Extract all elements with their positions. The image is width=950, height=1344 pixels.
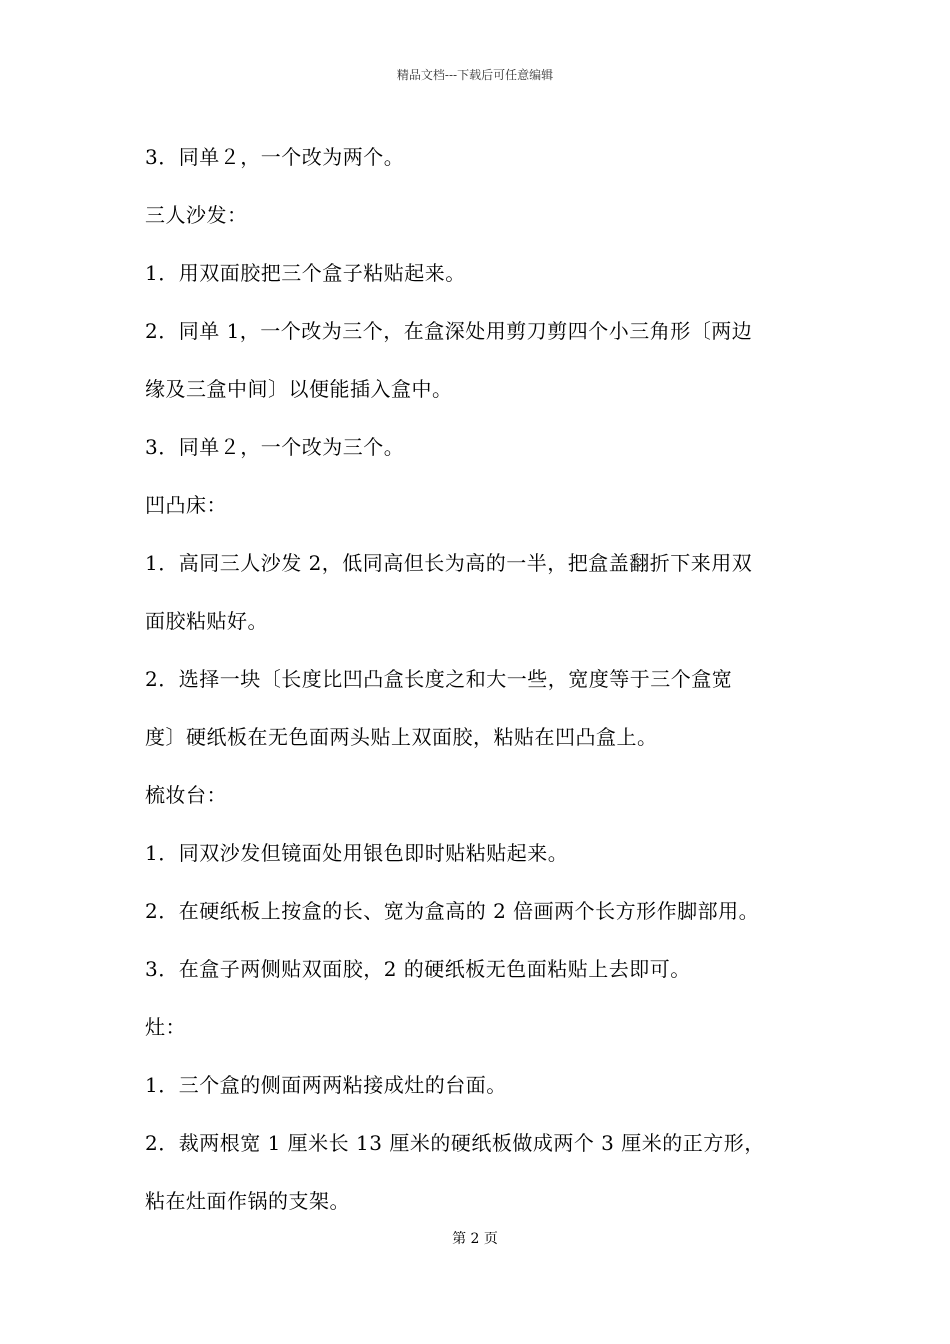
- text-line: 1．三个盒的侧面两两粘接成灶的台面。: [145, 1073, 507, 1097]
- document-body: [145, 128, 813, 1230]
- text-line: 1．高同三人沙发 2，低同高但长为高的一半，把盒盖翻折下来用双: [145, 551, 753, 575]
- text-line: 1．用双面胶把三个盒子粘贴起来。: [145, 261, 466, 285]
- text-line: 粘在灶面作锅的支架。: [145, 1189, 350, 1213]
- section-heading: 凹凸床：: [145, 493, 227, 517]
- text-line: 2．同单 1，一个改为三个，在盒深处用剪刀剪四个小三角形〔两边: [145, 319, 753, 343]
- text-line: 3．同单２，一个改为两个。: [145, 145, 405, 169]
- section-heading: 灶：: [145, 1015, 186, 1039]
- text-line: 缘及三盒中间〕以便能插入盒中。: [145, 377, 453, 401]
- text-line: 度〕硬纸板在无色面两头贴上双面胶，粘贴在凹凸盒上。: [145, 725, 658, 749]
- page-header: 精品文档---下载后可任意编辑: [396, 68, 554, 82]
- text-line: 2．在硬纸板上按盒的长、宽为盒高的 2 倍画两个长方形作脚部用。: [145, 899, 760, 923]
- text-line: 2．裁两根宽 1 厘米长 13 厘米的硬纸板做成两个 3 厘米的正方形，: [145, 1131, 765, 1155]
- section-heading: 三人沙发：: [145, 203, 248, 227]
- text-line: 3．在盒子两侧贴双面胶，2 的硬纸板无色面粘贴上去即可。: [145, 957, 691, 981]
- text-line: 1．同双沙发但镜面处用银色即时贴粘贴起来。: [145, 841, 569, 865]
- text-line: 面胶粘贴好。: [145, 609, 268, 633]
- text-line: 3．同单２，一个改为三个。: [145, 435, 405, 459]
- page-number: 第 2 页: [452, 1231, 498, 1247]
- section-heading: 梳妆台：: [145, 783, 227, 807]
- text-line: 2．选择一块〔长度比凹凸盒长度之和大一些，宽度等于三个盒宽: [145, 667, 733, 691]
